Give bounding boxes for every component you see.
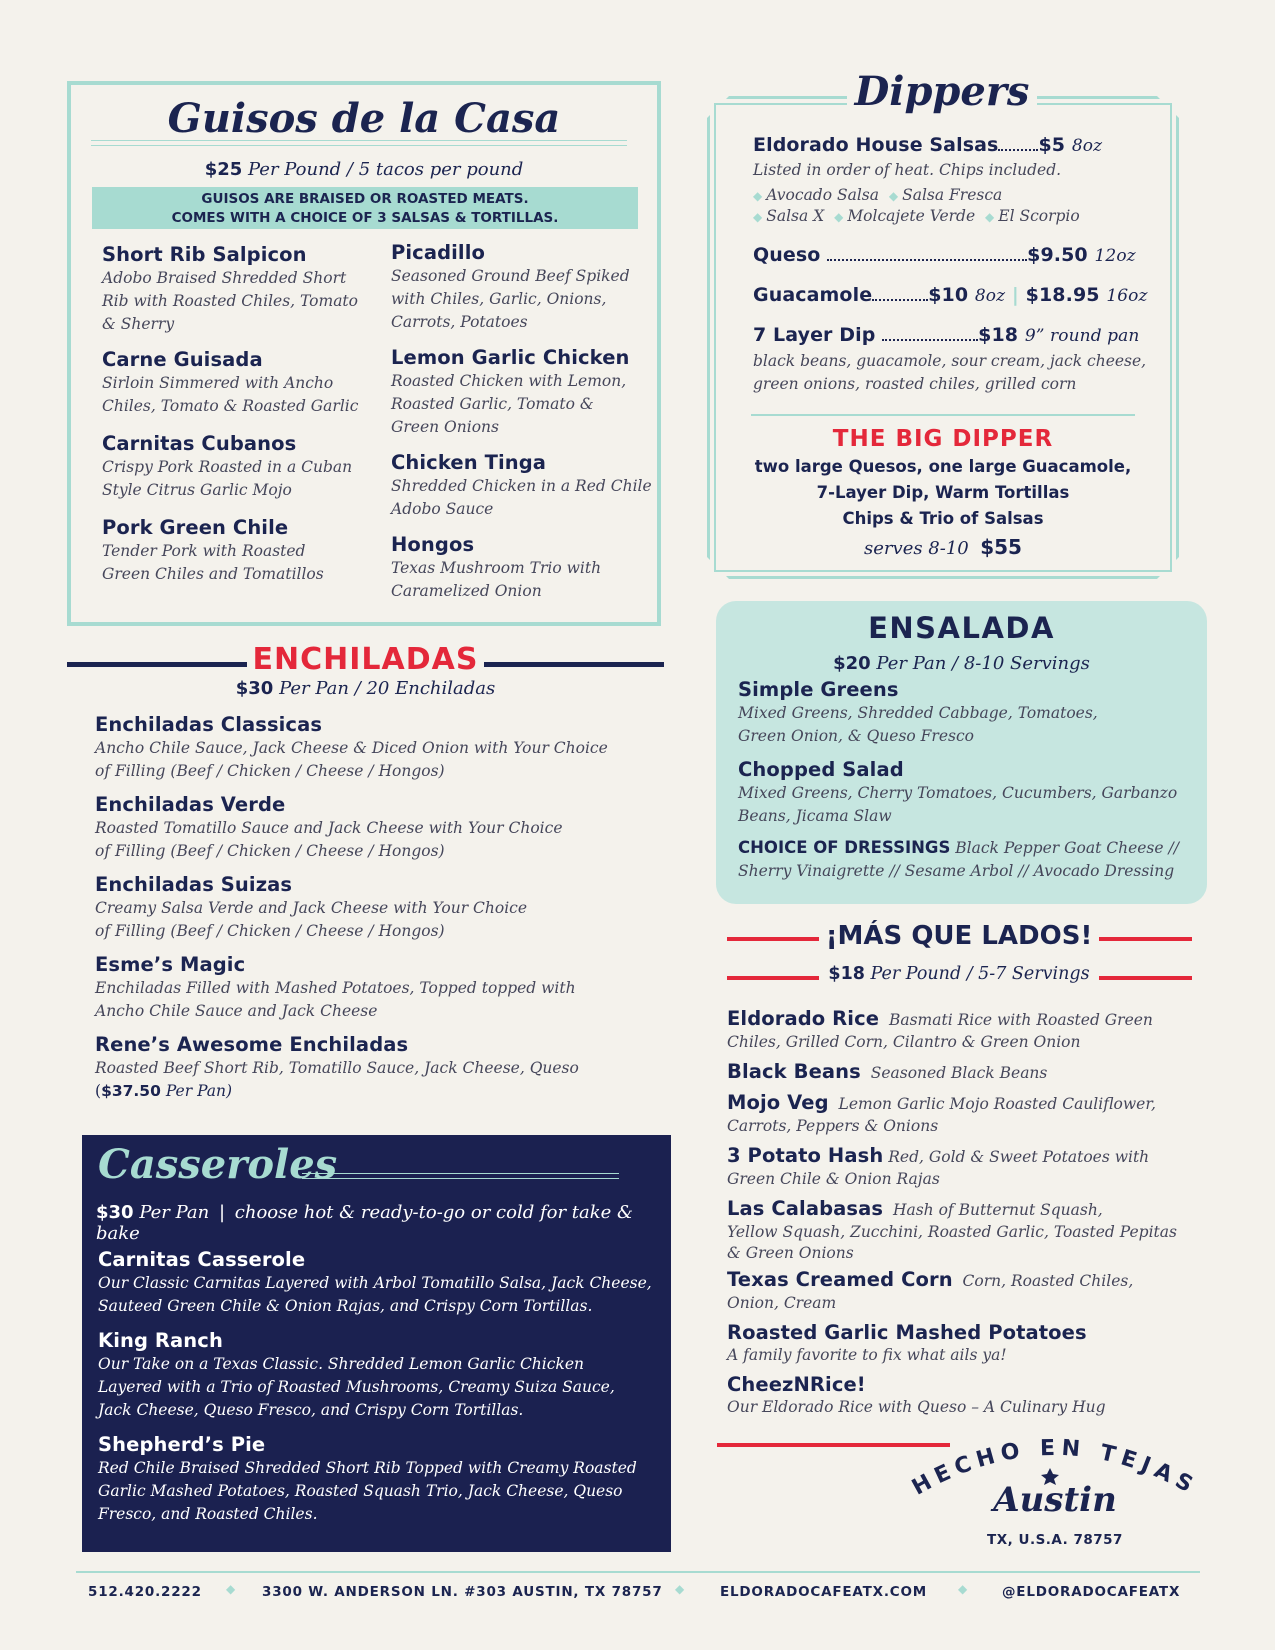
queso-name: Queso	[753, 244, 821, 266]
lados-title: ¡MÁS QUE LADOS!	[825, 921, 1093, 951]
menu-item-name: Carnitas Casserole	[98, 1248, 306, 1271]
menu-item-name: Simple Greens	[738, 678, 899, 701]
layer-dip-desc: green onions, roasted chiles, grilled corn	[753, 375, 1077, 393]
casseroles-price-note: Per Pan	[139, 1202, 210, 1223]
guisos-left-column	[102, 243, 372, 586]
layer-dip-line	[753, 323, 1153, 348]
menu-item	[95, 1033, 675, 1103]
menu-item-desc: Ancho Chile Sauce and Jack Cheese	[95, 1002, 378, 1020]
lados-price-line	[819, 964, 1099, 984]
menu-item-name: CheezNRice!	[727, 1373, 866, 1396]
big-dipper-price: $55	[980, 535, 1022, 559]
guac-size-large: 16oz	[1106, 286, 1148, 306]
queso-price: $9.50	[1027, 244, 1088, 266]
menu-item-name: Roasted Garlic Mashed Potatoes	[727, 1321, 1087, 1344]
menu-item-desc: Seasoned Ground Beef Spiked	[391, 267, 630, 285]
menu-item-desc: Chiles, Grilled Corn, Cilantro & Green Onion	[727, 1033, 1081, 1051]
dressings-text: Black Pepper Goat Cheese //	[955, 839, 1179, 857]
salsa-name: Salsa X	[766, 207, 825, 225]
dippers-title: Dippers	[847, 68, 1037, 115]
logo-zip: TX, U.S.A. 78757	[987, 1532, 1123, 1548]
guisos-section	[67, 81, 661, 626]
menu-item-name: Las Calabasas	[727, 1197, 884, 1220]
menu-item-name: Texas Creamed Corn	[727, 1268, 953, 1291]
ensalada-price: $20	[833, 653, 871, 674]
menu-item	[102, 516, 372, 586]
dressings-label: CHOICE OF DRESSINGS	[738, 838, 951, 857]
menu-item	[102, 432, 372, 502]
menu-item	[727, 1007, 1197, 1052]
rene-price: $37.50	[101, 1082, 161, 1100]
ensalada-section	[716, 601, 1207, 904]
salsas-line	[753, 133, 1153, 158]
menu-item-desc: with Chiles, Garlic, Onions,	[391, 290, 607, 308]
menu-item	[391, 451, 653, 521]
guac-price-large: $18.95	[1025, 284, 1100, 306]
menu-item	[98, 1248, 658, 1318]
menu-item-name: Enchiladas Verde	[95, 793, 286, 816]
salsa-name: El Scorpio	[998, 207, 1080, 225]
menu-item-desc: Shredded Chicken in a Red Chile	[391, 477, 652, 495]
casseroles-title: Casseroles	[98, 1141, 338, 1188]
menu-item-desc: Our Take on a Texas Classic. Shredded Lemon Garlic Chicken	[98, 1355, 584, 1373]
menu-item-desc: Carrots, Potatoes	[391, 313, 528, 331]
menu-item-desc: Mixed Greens, Cherry Tomatoes, Cucumbers, Garbanzo	[738, 784, 1178, 802]
menu-item-desc: Lemon Garlic Mojo Roasted Cauliflower,	[838, 1095, 1156, 1113]
salsa-name: Molcajete Verde	[847, 207, 976, 225]
menu-item	[95, 873, 675, 943]
menu-item-desc: Caramelized Onion	[391, 582, 542, 600]
menu-item-desc: Crispy Pork Roasted in a Cuban	[102, 458, 353, 476]
salsas-price: $5	[1038, 134, 1066, 156]
menu-item-desc: Roasted Tomatillo Sauce and Jack Cheese with Your Choice	[95, 819, 563, 837]
rene-price-line	[95, 1080, 675, 1103]
menu-item	[95, 713, 675, 783]
menu-item	[727, 1197, 1197, 1264]
big-dipper-line: two large Quesos, one large Guacamole,	[754, 457, 1132, 476]
rene-price-note: Per Pan)	[165, 1082, 233, 1100]
menu-item-name: Carnitas Cubanos	[102, 432, 297, 455]
menu-item-desc: Green Onion, & Queso Fresco	[738, 727, 974, 745]
logo-arc-text: HECHO EN TEJAS	[908, 1435, 1202, 1501]
menu-item	[95, 793, 675, 863]
guisos-right-column	[391, 241, 653, 603]
diamond-icon: ◆	[985, 210, 995, 224]
casseroles-section	[82, 1135, 671, 1552]
menu-item-desc: Adobo Sauce	[391, 500, 494, 518]
guisos-price: $25	[204, 159, 243, 180]
casseroles-price-line	[96, 1202, 671, 1244]
menu-item-desc: & Sherry	[102, 315, 175, 333]
queso-line	[753, 243, 1153, 268]
dressings-text: Sherry Vinaigrette // Sesame Arbol // Avocado Dressing	[738, 862, 1175, 880]
menu-item-desc: Chiles, Tomato & Roasted Garlic	[102, 397, 359, 415]
menu-item	[727, 1060, 1197, 1085]
menu-item-name: Hongos	[391, 533, 475, 556]
leader-dots	[998, 137, 1038, 151]
menu-item	[102, 348, 372, 418]
menu-item	[391, 346, 653, 439]
menu-item-desc: Green Chile & Onion Rajas	[727, 1170, 940, 1188]
leader-dots	[872, 287, 928, 301]
dippers-section	[707, 68, 1179, 579]
menu-item-desc: Yellow Squash, Zucchini, Roasted Garlic, Toasted Pepitas	[727, 1223, 1177, 1241]
menu-item-desc: Our Eldorado Rice with Queso – A Culinary Hug	[727, 1398, 1106, 1416]
guisos-price-note: Per Pound / 5 tacos per pound	[248, 159, 524, 180]
casseroles-list	[98, 1248, 658, 1526]
logo-city: Austin	[993, 1480, 1117, 1520]
salsas-note: Listed in order of heat. Chips included.	[753, 161, 1062, 179]
enchiladas-title: ENCHILADAS	[252, 642, 479, 677]
diamond-icon: ◆	[675, 1582, 685, 1596]
guac-price-small: $10	[928, 284, 969, 306]
menu-item-name: Rene’s Awesome Enchiladas	[95, 1033, 409, 1056]
ensalada-title: ENSALADA	[868, 611, 1055, 645]
salsas-row	[753, 206, 1153, 227]
lados-price-note: Per Pound / 5-7 Servings	[870, 964, 1090, 984]
menu-item	[727, 1321, 1197, 1365]
menu-item-desc: Sirloin Simmered with Ancho	[102, 374, 334, 392]
salsas-size: 8oz	[1071, 136, 1103, 156]
guac-line	[753, 283, 1153, 308]
lados-rule	[1099, 976, 1192, 980]
footer-phone[interactable]: 512.420.2222	[88, 1584, 202, 1600]
guisos-banner-line: COMES WITH A CHOICE OF 3 SALSAS & TORTILLAS.	[171, 210, 559, 226]
menu-item-name: Enchiladas Classicas	[95, 713, 323, 736]
enchiladas-price-note: Per Pan / 20 Enchiladas	[279, 678, 496, 699]
ensalada-price-note: Per Pan / 8-10 Servings	[876, 653, 1090, 674]
leader-dots	[882, 327, 978, 341]
menu-item-desc: Roasted Chicken with Lemon,	[391, 372, 627, 390]
hecho-en-tejas-logo	[890, 1420, 1220, 1560]
menu-item-desc: A family favorite to fix what ails ya!	[727, 1346, 1007, 1364]
layer-dip-size: 9” round pan	[1024, 326, 1140, 346]
big-dipper-serves: serves 8-10	[864, 538, 969, 559]
layer-dip-name: 7 Layer Dip	[753, 324, 876, 346]
menu-item-desc: Fresco, and Roasted Chiles.	[98, 1505, 318, 1523]
menu-item-desc: Tender Pork with Roasted	[102, 542, 306, 560]
menu-item-desc: Rib with Roasted Chiles, Tomato	[102, 292, 358, 310]
guisos-banner	[92, 187, 638, 229]
menu-item-desc: & Green Onions	[727, 1244, 854, 1262]
salsa-name: Avocado Salsa	[766, 186, 880, 204]
guisos-banner-line: GUISOS ARE BRAISED OR ROASTED MEATS.	[201, 191, 529, 207]
enchiladas-price: $30	[235, 678, 274, 699]
casseroles-title-rule	[302, 1173, 619, 1179]
menu-item-name: Chopped Salad	[738, 758, 904, 781]
menu-item-desc: Beans, Jicama Slaw	[738, 807, 892, 825]
menu-item-desc: of Filling (Beef / Chicken / Cheese / Hongos)	[95, 922, 445, 940]
diamond-icon: ◆	[226, 1582, 236, 1596]
menu-item-desc: Green Chiles and Tomatillos	[102, 565, 324, 583]
menu-item-name: Pork Green Chile	[102, 516, 289, 539]
menu-item	[727, 1268, 1197, 1313]
menu-item-desc: Basmati Rice with Roasted Green	[888, 1011, 1153, 1029]
salsa-name: Salsa Fresca	[902, 186, 1003, 204]
guisos-title: Guisos de la Casa	[167, 95, 561, 142]
lados-rule	[727, 976, 819, 980]
menu-item-name: Lemon Garlic Chicken	[391, 346, 630, 369]
diamond-icon: ◆	[753, 210, 763, 224]
menu-item-name: Mojo Veg	[727, 1091, 829, 1114]
menu-item-desc: Layered with a Trio of Roasted Mushrooms, Creamy Suiza Sauce,	[98, 1378, 615, 1396]
footer-rule	[76, 1571, 1200, 1573]
menu-item	[727, 1144, 1197, 1189]
menu-item-desc: Carrots, Peppers & Onions	[727, 1117, 939, 1135]
guisos-title-rule	[91, 140, 627, 146]
menu-item	[727, 1373, 1197, 1417]
guac-separator: |	[1011, 284, 1019, 306]
guisos-price-line	[71, 159, 657, 180]
menu-item-name: Short Rib Salpicon	[102, 243, 307, 266]
menu-item-desc: Corn, Roasted Chiles,	[962, 1272, 1134, 1290]
menu-item-name: Shepherd’s Pie	[98, 1433, 266, 1456]
menu-item-name: Esme’s Magic	[95, 953, 246, 976]
menu-item-desc: Onion, Cream	[727, 1294, 837, 1312]
menu-item	[95, 953, 675, 1023]
menu-item-desc: Adobo Braised Shredded Short	[102, 269, 347, 287]
ensalada-list	[738, 678, 1198, 883]
big-dipper-line: 7-Layer Dip, Warm Tortillas	[816, 483, 1070, 502]
menu-item-name: Eldorado Rice	[727, 1007, 880, 1030]
menu-item-desc: Enchiladas Filled with Mashed Potatoes, Topped topped with	[95, 979, 576, 997]
menu-item-desc: Texas Mushroom Trio with	[391, 559, 602, 577]
menu-item-desc: Creamy Salsa Verde and Jack Cheese with Your Choice	[95, 899, 528, 917]
casseroles-price: $30	[96, 1202, 134, 1223]
menu-item	[98, 1433, 658, 1526]
menu-item	[727, 1091, 1197, 1136]
enchiladas-price-line	[67, 678, 664, 699]
footer-address: 3300 W. ANDERSON LN. #303 AUSTIN, TX 78757	[262, 1584, 663, 1600]
menu-item-desc: Our Classic Carnitas Layered with Arbol Tomatillo Salsa, Jack Cheese,	[98, 1274, 652, 1292]
casseroles-separator: |	[218, 1202, 226, 1223]
menu-item	[738, 678, 1198, 748]
menu-item	[391, 241, 653, 334]
enchiladas-list	[95, 713, 675, 1103]
ensalada-price-line	[716, 653, 1207, 674]
dippers-list	[753, 133, 1153, 396]
big-dipper	[707, 426, 1179, 564]
menu-item-name: Carne Guisada	[102, 348, 263, 371]
big-dipper-divider	[751, 414, 1135, 416]
salsas-row	[753, 185, 1153, 206]
big-dipper-line: Chips & Trio of Salsas	[842, 509, 1044, 528]
diamond-icon: ◆	[834, 210, 844, 224]
menu-item-desc: Hash of Butternut Squash,	[892, 1201, 1103, 1219]
layer-dip-desc: black beans, guacamole, sour cream, jack cheese,	[753, 352, 1147, 370]
casseroles-note: choose hot & ready-to-go or cold for take & bake	[96, 1202, 634, 1244]
diamond-icon: ◆	[753, 189, 763, 203]
leader-dots	[827, 247, 1027, 261]
lados-list	[727, 1007, 1197, 1417]
dressings	[738, 836, 1198, 860]
menu-item-desc: Green Onions	[391, 418, 499, 436]
menu-item-desc: Garlic Mashed Potatoes, Roasted Squash Trio, Jack Cheese, Queso	[98, 1482, 623, 1500]
menu-item-desc: Red Chile Braised Shredded Short Rib Topped with Creamy Roasted	[98, 1459, 637, 1477]
menu-item-name: Picadillo	[391, 241, 486, 264]
lados-price: $18	[828, 964, 865, 984]
menu-item-desc: Roasted Garlic, Tomato &	[391, 395, 594, 413]
menu-item-desc: Sauteed Green Chile & Onion Rajas, and Crispy Corn Tortillas.	[98, 1297, 593, 1315]
menu-item-name: 3 Potato Hash	[727, 1144, 884, 1167]
big-dipper-title: THE BIG DIPPER	[832, 426, 1054, 452]
menu-item-name: King Ranch	[98, 1329, 223, 1352]
menu-item-desc: Ancho Chile Sauce, Jack Cheese & Diced Onion with Your Choice	[95, 739, 608, 757]
diamond-icon: ◆	[958, 1582, 968, 1596]
rene-price-paren: (	[95, 1082, 102, 1100]
menu-item-desc: Seasoned Black Beans	[870, 1064, 1048, 1082]
menu-item-desc: Style Citrus Garlic Mojo	[102, 481, 292, 499]
lados-rule	[727, 937, 819, 941]
menu-item	[102, 243, 372, 336]
menu-item	[391, 533, 653, 603]
queso-size: 12oz	[1094, 246, 1136, 266]
menu-item-desc: of Filling (Beef / Chicken / Cheese / Hongos)	[95, 762, 445, 780]
menu-item-name: Chicken Tinga	[391, 451, 547, 474]
guac-name: Guacamole	[753, 284, 873, 306]
guac-size-small: 8oz	[974, 286, 1006, 306]
menu-item-desc: Red, Gold & Sweet Potatoes with	[888, 1148, 1150, 1166]
menu-item-name: Black Beans	[727, 1060, 861, 1083]
menu-item-desc: Jack Cheese, Queso Fresco, and Crispy Corn Tortillas.	[98, 1401, 524, 1419]
lados-rule	[1099, 937, 1192, 941]
salsas-name: Eldorado House Salsas	[753, 134, 999, 156]
menu-item-desc: of Filling (Beef / Chicken / Cheese / Hongos)	[95, 842, 445, 860]
footer-website[interactable]: ELDORADOCAFEATX.COM	[720, 1584, 927, 1600]
big-dipper-price-line	[707, 532, 1179, 564]
menu-item-name: Enchiladas Suizas	[95, 873, 293, 896]
menu-item-desc: Mixed Greens, Shredded Cabbage, Tomatoes,	[738, 704, 1098, 722]
menu-item	[738, 758, 1198, 828]
diamond-icon: ◆	[888, 189, 899, 203]
menu-item	[98, 1329, 658, 1422]
menu-item-desc: Roasted Beef Short Rib, Tomatillo Sauce, Jack Cheese, Queso	[95, 1059, 579, 1077]
layer-dip-price: $18	[978, 324, 1019, 346]
footer-social[interactable]: @ELDORADOCAFEATX	[1002, 1584, 1181, 1600]
